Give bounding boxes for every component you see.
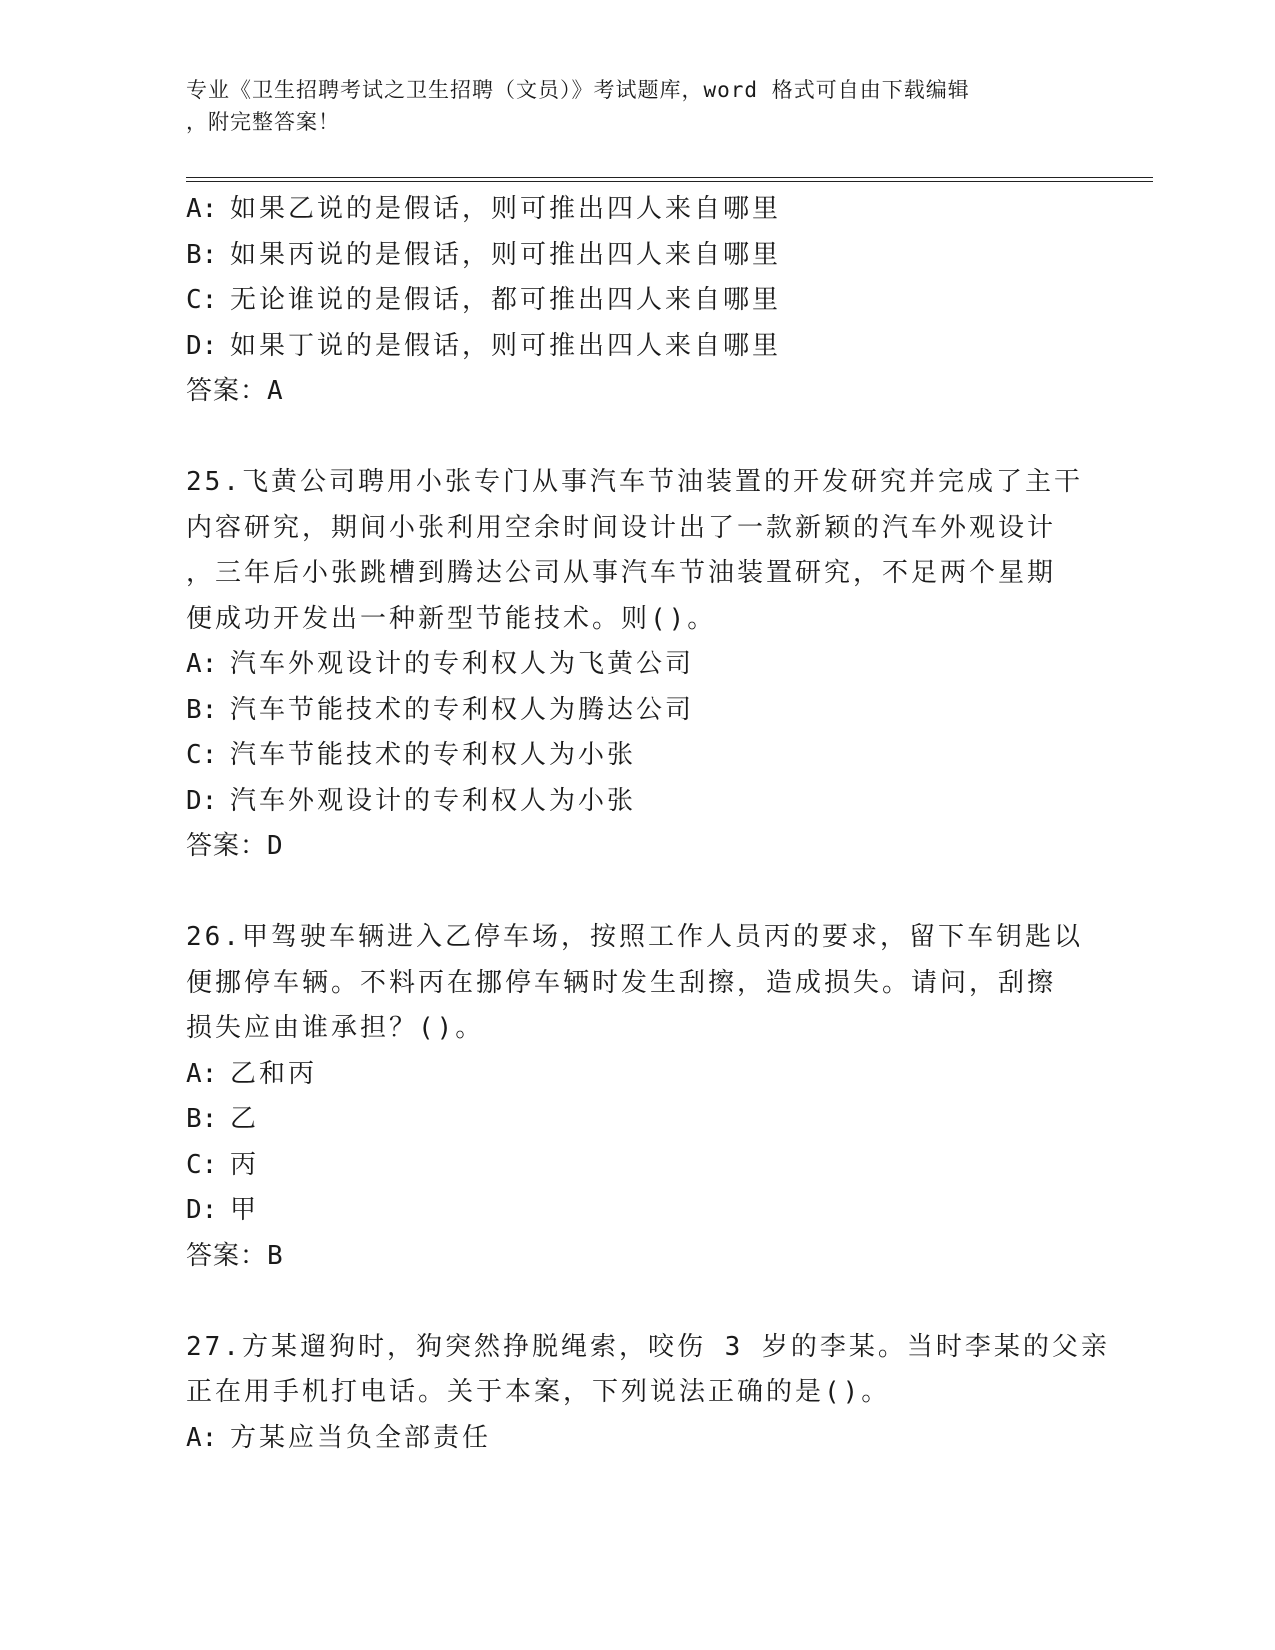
- option-text: 方某应当负全部责任: [230, 1422, 492, 1453]
- option-text: 如果乙说的是假话，则可推出四人来自哪里: [230, 194, 782, 224]
- answer-line: [186, 369, 1086, 415]
- answer-label: 答案：: [186, 376, 268, 406]
- question-stem-line: 便挪停车辆。不料丙在挪停车辆时发生刮擦，造成损失。请问，刮擦: [186, 967, 1057, 998]
- option-text: 汽车节能技术的专利权人为腾达公司: [230, 694, 695, 725]
- option-a: [186, 1416, 1086, 1462]
- option-letter: B:: [186, 694, 218, 725]
- question-stem-line: 27.方某遛狗时，狗突然挣脱绳索，咬伤 3 岁的李某。当时李某的父亲: [186, 1331, 1110, 1362]
- option-letter: C:: [186, 1149, 218, 1180]
- question-stem-line: 26.甲驾驶车辆进入乙停车场，按照工作人员丙的要求，留下车钥匙以: [186, 922, 1083, 952]
- question-26: [186, 915, 1086, 1279]
- option-text: 甲: [230, 1195, 260, 1225]
- option-letter: C:: [186, 740, 218, 770]
- header-divider: [186, 177, 1153, 182]
- answer-value: D: [267, 831, 284, 861]
- question-24: [186, 187, 1086, 415]
- question-stem-line: 内容研究，期间小张利用空余时间设计出了一款新颖的汽车外观设计: [186, 512, 1057, 543]
- option-text: 汽车外观设计的专利权人为飞黄公司: [230, 649, 695, 679]
- option-c: [186, 278, 1086, 324]
- option-text: 如果丁说的是假话，则可推出四人来自哪里: [230, 330, 782, 361]
- answer-label: 答案：: [186, 831, 268, 861]
- option-c: [186, 1143, 1086, 1189]
- option-text: 乙和丙: [230, 1058, 318, 1089]
- option-b: [186, 1097, 1086, 1143]
- option-d: [186, 1188, 1086, 1234]
- question-gap: [186, 415, 1086, 461]
- question-27: [186, 1325, 1110, 1462]
- answer-label: 答案：: [186, 1240, 268, 1271]
- option-text: 汽车节能技术的专利权人为小张: [230, 740, 637, 770]
- question-stem-line: 25.飞黄公司聘用小张专门从事汽车节油装置的开发研究并完成了主干: [186, 467, 1083, 497]
- header-line-1: 专业《卫生招聘考试之卫生招聘（文员）》考试题库，word 格式可自由下载编辑: [186, 78, 970, 102]
- option-letter: D:: [186, 330, 218, 361]
- option-text: 丙: [230, 1149, 260, 1180]
- header-line-2: ，附完整答案！: [186, 110, 340, 134]
- option-letter: D:: [186, 1195, 218, 1225]
- option-text: 乙: [230, 1104, 260, 1134]
- option-text: 如果丙说的是假话，则可推出四人来自哪里: [230, 239, 782, 270]
- option-d: [186, 779, 1086, 825]
- question-gap: [186, 870, 1086, 916]
- option-b: [186, 233, 1086, 279]
- option-letter: D:: [186, 785, 218, 816]
- option-letter: A:: [186, 194, 218, 224]
- document-header: [186, 74, 1066, 138]
- option-letter: A:: [186, 1058, 218, 1089]
- answer-line: [186, 824, 1086, 870]
- answer-value: B: [267, 1240, 284, 1271]
- question-25: [186, 460, 1086, 870]
- option-b: [186, 688, 1086, 734]
- option-a: [186, 1052, 1086, 1098]
- question-stem-line: 便成功开发出一种新型节能技术。则()。: [186, 603, 717, 634]
- option-letter: A:: [186, 649, 218, 679]
- option-letter: A:: [186, 1422, 218, 1453]
- question-stem-line: ，三年后小张跳槽到腾达公司从事汽车节油装置研究，不足两个星期: [186, 558, 1057, 588]
- option-a: [186, 642, 1086, 688]
- question-gap: [186, 1279, 1086, 1325]
- option-a: [186, 187, 1086, 233]
- option-letter: B:: [186, 1104, 218, 1134]
- question-stem-line: 正在用手机打电话。关于本案，下列说法正确的是()。: [186, 1377, 891, 1407]
- option-letter: B:: [186, 239, 218, 270]
- question-stem-line: 损失应由谁承担？()。: [186, 1013, 485, 1043]
- answer-line: [186, 1234, 1086, 1280]
- question-list: [186, 187, 1110, 1461]
- answer-value: A: [267, 376, 284, 406]
- option-c: [186, 733, 1086, 779]
- option-d: [186, 324, 1086, 370]
- option-letter: C:: [186, 285, 218, 315]
- option-text: 无论谁说的是假话，都可推出四人来自哪里: [230, 285, 782, 315]
- option-text: 汽车外观设计的专利权人为小张: [230, 785, 637, 816]
